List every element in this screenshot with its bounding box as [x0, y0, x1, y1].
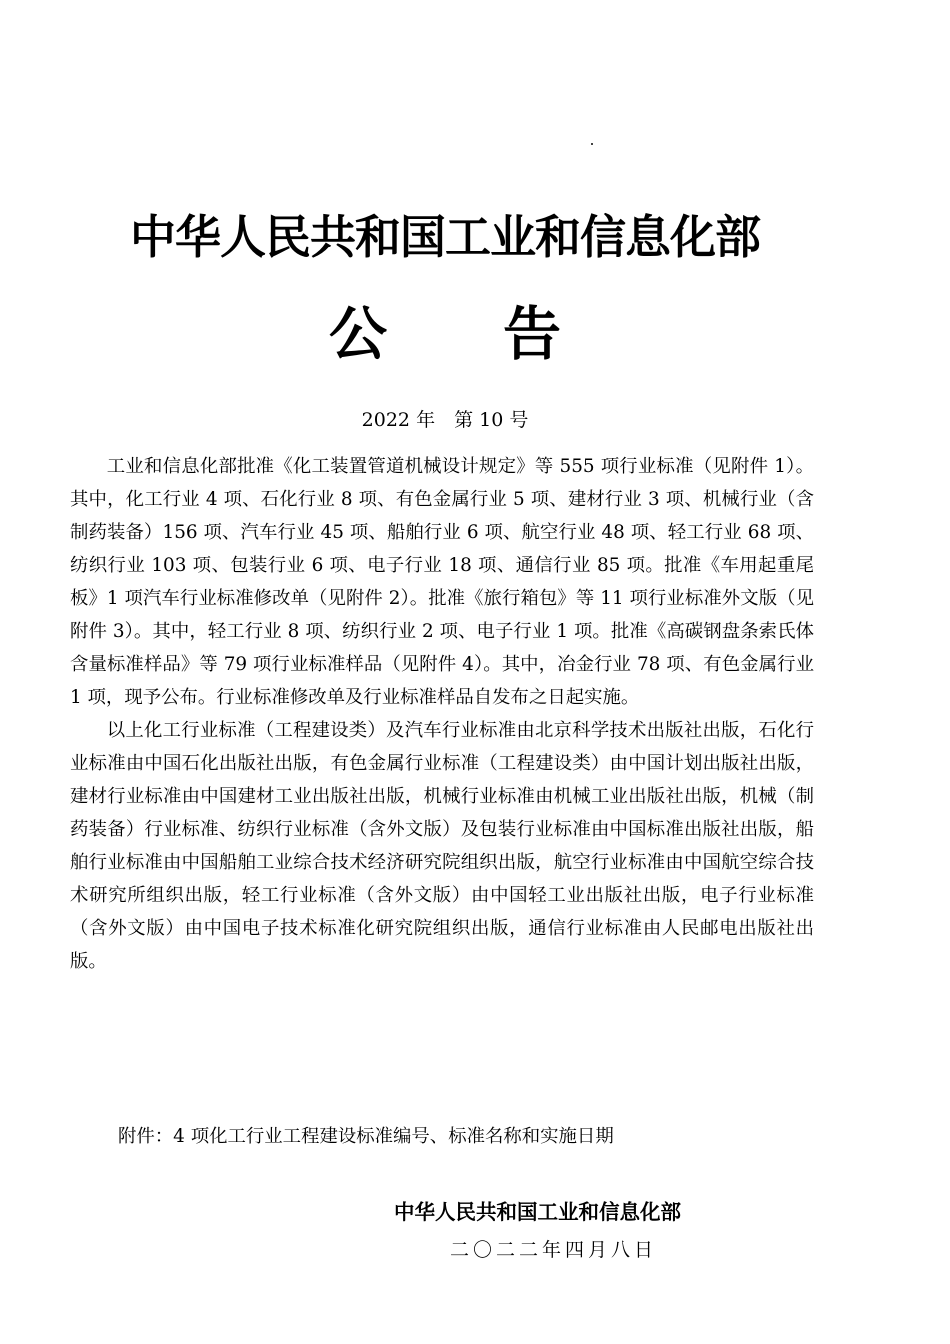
- issue-number: 2022 年 第 10 号: [361, 409, 529, 431]
- document-type-title: 公 告: [328, 300, 561, 368]
- attachment-note: 附件：4 项化工行业工程建设标准编号、标准名称和实施日期: [118, 1126, 614, 1147]
- signature-org: 中华人民共和国工业和信息化部: [394, 1200, 681, 1224]
- body-paragraph-approval: 工业和信息化部批准《化工装置管道机械设计规定》等 555 项行业标准（见附件 1）。其中，化工行业 4 项、石化行业 8 项、有色金属行业 5 项、建材行业 3 项、机械行业（含制药装备）156 项、汽车行业 45 项、船舶行业 6 项、航空行业 48 项、轻工行业 68 项、纺织行业 103 项、包装行业 6 项、电子行业 18 项、通信行业 85 项。批准《车用起重尾板》1 项汽车行业标准修改单（见附件 2）。批准《旅行箱包》等 11 项行业标准外文版（见附件 3）。其中，轻工行业 8 项、纺织行业 2 项、电子行业 1 项。批准《高碳钢盘条索氏体含量标准样品》等 79 项行业标准样品（见附件 4）。其中，冶金行业 78 项、有色金属行业 1 项，现予公布。行业标准修改单及行业标准样品自发布之日起实施。: [70, 456, 814, 708]
- signature-date: 二〇二二年四月八日: [450, 1239, 658, 1261]
- body-paragraph-publishers: 以上化工行业标准（工程建设类）及汽车行业标准由北京科学技术出版社出版，石化行业标准由中国石化出版社出版，有色金属行业标准（工程建设类）由中国计划出版社出版，建材行业标准由中国建材工业出版社出版，机械行业标准由机械工业出版社出版，机械（制药装备）行业标准、纺织行业标准（含外文版）及包装行业标准由中国标准出版社出版，船舶行业标准由中国船舶工业综合技术经济研究院组织出版，航空行业标准由中国航空综合技术研究所组织出版，轻工行业标准（含外文版）由中国轻工业出版社出版，电子行业标准（含外文版）由中国电子技术标准化研究院组织出版，通信行业标准由人民邮电出版社出版。: [70, 720, 814, 972]
- announcement-body: [70, 450, 814, 978]
- scan-speck: [591, 143, 593, 145]
- issuing-org-title: 中华人民共和国工业和信息化部: [130, 210, 760, 264]
